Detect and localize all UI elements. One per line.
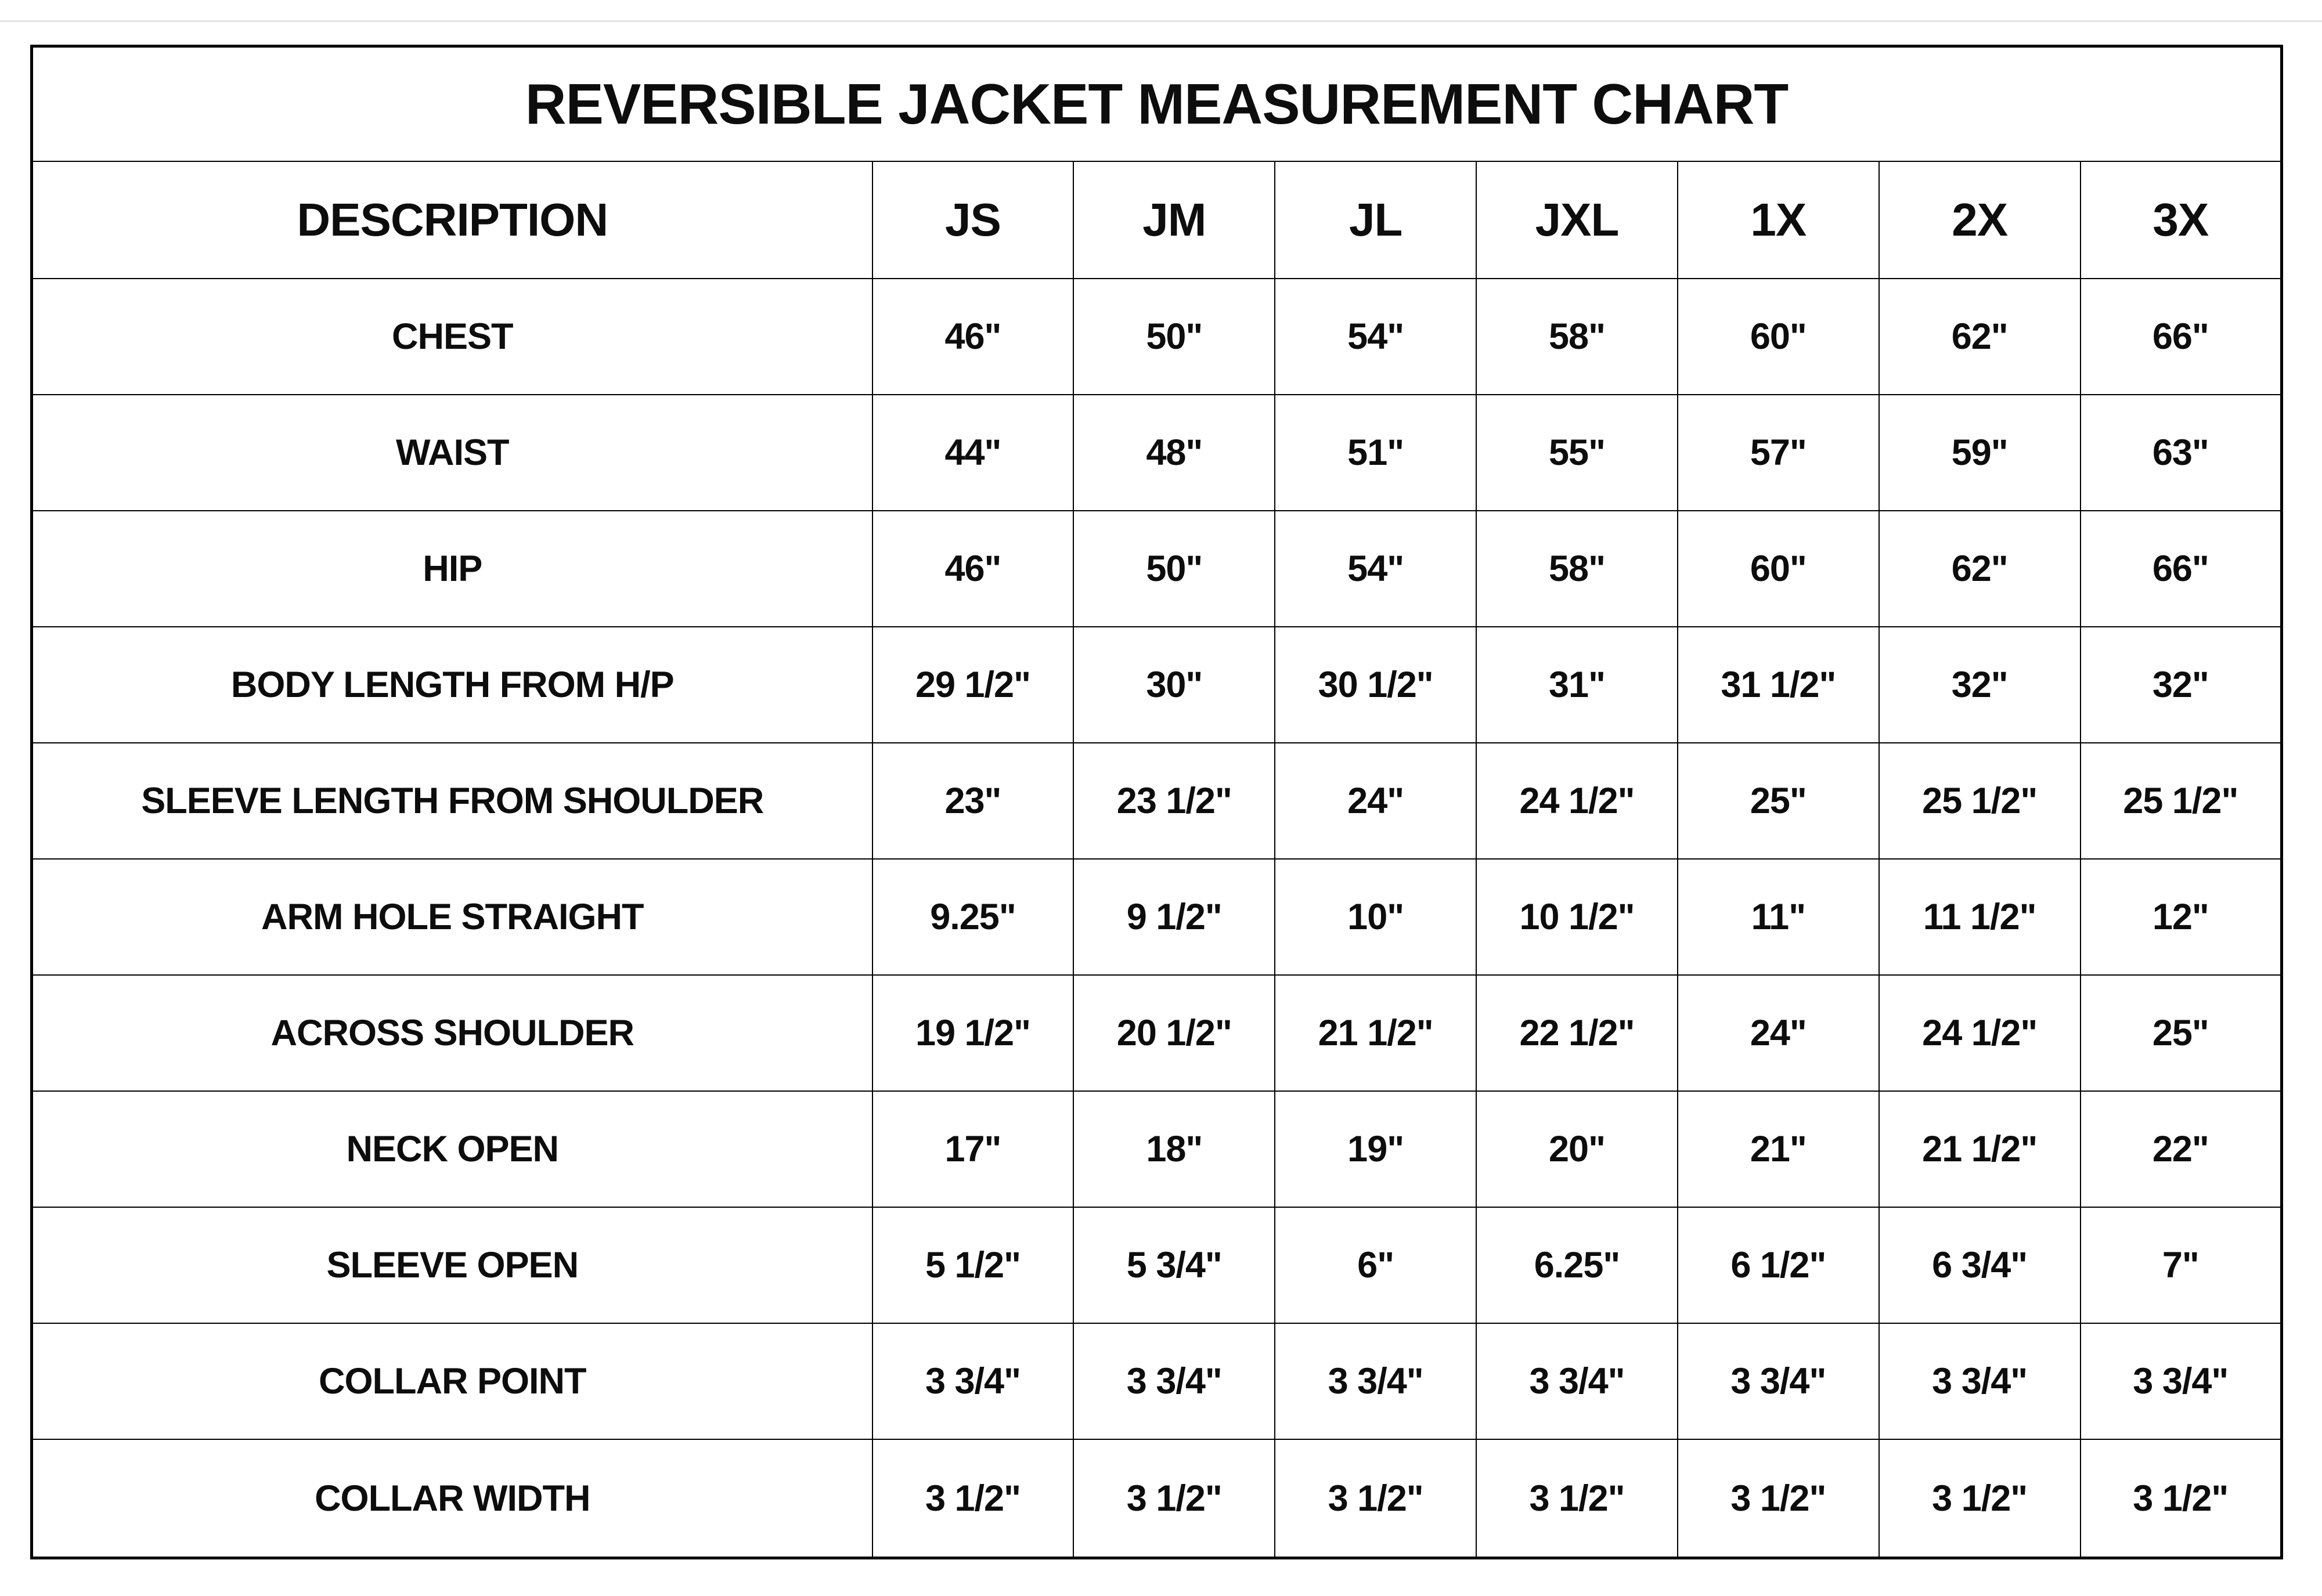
column-header-description: DESCRIPTION bbox=[32, 161, 872, 279]
measurement-cell: 63" bbox=[2081, 395, 2282, 511]
measurement-cell: 17" bbox=[872, 1091, 1074, 1207]
measurement-cell: 46" bbox=[872, 511, 1074, 627]
measurement-cell: 3 3/4" bbox=[1073, 1323, 1275, 1439]
title-row bbox=[32, 46, 2282, 161]
measurement-cell: 25" bbox=[1678, 743, 1879, 859]
row-label: HIP bbox=[32, 511, 872, 627]
row-label: COLLAR WIDTH bbox=[32, 1439, 872, 1558]
measurement-cell: 19 1/2" bbox=[872, 975, 1074, 1091]
measurement-cell: 6 3/4" bbox=[1879, 1207, 2081, 1323]
measurement-cell: 60" bbox=[1678, 279, 1879, 395]
measurement-cell: 3 3/4" bbox=[2081, 1323, 2282, 1439]
header-row bbox=[32, 161, 2282, 279]
measurement-cell: 60" bbox=[1678, 511, 1879, 627]
table-row-sleeve-open bbox=[32, 1207, 2282, 1323]
measurement-cell: 9 1/2" bbox=[1073, 859, 1275, 975]
measurement-cell: 3 3/4" bbox=[1275, 1323, 1476, 1439]
measurement-cell: 3 3/4" bbox=[1476, 1323, 1678, 1439]
measurement-cell: 62" bbox=[1879, 511, 2081, 627]
table-row-body-length bbox=[32, 627, 2282, 743]
measurement-cell: 58" bbox=[1476, 279, 1678, 395]
measurement-cell: 3 1/2" bbox=[1073, 1439, 1275, 1558]
measurement-cell: 58" bbox=[1476, 511, 1678, 627]
measurement-cell: 9.25" bbox=[872, 859, 1074, 975]
measurement-cell: 21" bbox=[1678, 1091, 1879, 1207]
measurement-cell: 3 3/4" bbox=[1879, 1323, 2081, 1439]
measurement-cell: 10" bbox=[1275, 859, 1476, 975]
column-header-3x: 3X bbox=[2081, 161, 2282, 279]
measurement-cell: 3 1/2" bbox=[1678, 1439, 1879, 1558]
measurement-cell: 21 1/2" bbox=[1879, 1091, 2081, 1207]
table-row-chest bbox=[32, 279, 2282, 395]
chart-title: REVERSIBLE JACKET MEASUREMENT CHART bbox=[32, 46, 2282, 161]
row-label: NECK OPEN bbox=[32, 1091, 872, 1207]
measurement-cell: 11 1/2" bbox=[1879, 859, 2081, 975]
column-header-2x: 2X bbox=[1879, 161, 2081, 279]
measurement-cell: 3 1/2" bbox=[2081, 1439, 2282, 1558]
measurement-cell: 50" bbox=[1073, 279, 1275, 395]
table-row-sleeve-length bbox=[32, 743, 2282, 859]
measurement-cell: 59" bbox=[1879, 395, 2081, 511]
row-label: WAIST bbox=[32, 395, 872, 511]
measurement-cell: 57" bbox=[1678, 395, 1879, 511]
measurement-cell: 5 3/4" bbox=[1073, 1207, 1275, 1323]
measurement-cell: 3 1/2" bbox=[1275, 1439, 1476, 1558]
row-label: CHEST bbox=[32, 279, 872, 395]
measurement-cell: 18" bbox=[1073, 1091, 1275, 1207]
measurement-cell: 11" bbox=[1678, 859, 1879, 975]
measurement-cell: 20" bbox=[1476, 1091, 1678, 1207]
measurement-cell: 44" bbox=[872, 395, 1074, 511]
top-divider-line bbox=[0, 20, 2322, 22]
table-row-across-shoulder bbox=[32, 975, 2282, 1091]
measurement-cell: 3 3/4" bbox=[1678, 1323, 1879, 1439]
measurement-cell: 29 1/2" bbox=[872, 627, 1074, 743]
measurement-cell: 24 1/2" bbox=[1879, 975, 2081, 1091]
measurement-cell: 66" bbox=[2081, 279, 2282, 395]
measurement-cell: 25 1/2" bbox=[1879, 743, 2081, 859]
column-header-1x: 1X bbox=[1678, 161, 1879, 279]
measurement-table bbox=[30, 45, 2283, 1559]
column-header-jl: JL bbox=[1275, 161, 1476, 279]
table-row-waist bbox=[32, 395, 2282, 511]
measurement-cell: 31 1/2" bbox=[1678, 627, 1879, 743]
row-label: BODY LENGTH FROM H/P bbox=[32, 627, 872, 743]
table-row-arm-hole bbox=[32, 859, 2282, 975]
measurement-cell: 24" bbox=[1678, 975, 1879, 1091]
measurement-cell: 12" bbox=[2081, 859, 2282, 975]
measurement-cell: 24 1/2" bbox=[1476, 743, 1678, 859]
measurement-cell: 50" bbox=[1073, 511, 1275, 627]
measurement-cell: 20 1/2" bbox=[1073, 975, 1275, 1091]
row-label: ACROSS SHOULDER bbox=[32, 975, 872, 1091]
measurement-cell: 19" bbox=[1275, 1091, 1476, 1207]
measurement-cell: 32" bbox=[2081, 627, 2282, 743]
measurement-cell: 55" bbox=[1476, 395, 1678, 511]
measurement-cell: 31" bbox=[1476, 627, 1678, 743]
row-label: COLLAR POINT bbox=[32, 1323, 872, 1439]
measurement-cell: 6 1/2" bbox=[1678, 1207, 1879, 1323]
measurement-cell: 7" bbox=[2081, 1207, 2282, 1323]
measurement-cell: 32" bbox=[1879, 627, 2081, 743]
measurement-cell: 62" bbox=[1879, 279, 2081, 395]
measurement-cell: 3 3/4" bbox=[872, 1323, 1074, 1439]
measurement-cell: 25 1/2" bbox=[2081, 743, 2282, 859]
table-row-hip bbox=[32, 511, 2282, 627]
measurement-cell: 22" bbox=[2081, 1091, 2282, 1207]
table-row-collar-width bbox=[32, 1439, 2282, 1558]
measurement-cell: 23" bbox=[872, 743, 1074, 859]
measurement-cell: 51" bbox=[1275, 395, 1476, 511]
column-header-jxl: JXL bbox=[1476, 161, 1678, 279]
measurement-cell: 25" bbox=[2081, 975, 2282, 1091]
measurement-cell: 10 1/2" bbox=[1476, 859, 1678, 975]
table-row-collar-point bbox=[32, 1323, 2282, 1439]
measurement-cell: 22 1/2" bbox=[1476, 975, 1678, 1091]
measurement-cell: 24" bbox=[1275, 743, 1476, 859]
column-header-js: JS bbox=[872, 161, 1074, 279]
measurement-cell: 30 1/2" bbox=[1275, 627, 1476, 743]
measurement-cell: 23 1/2" bbox=[1073, 743, 1275, 859]
measurement-cell: 30" bbox=[1073, 627, 1275, 743]
measurement-cell: 21 1/2" bbox=[1275, 975, 1476, 1091]
measurement-cell: 48" bbox=[1073, 395, 1275, 511]
measurement-cell: 46" bbox=[872, 279, 1074, 395]
measurement-cell: 66" bbox=[2081, 511, 2282, 627]
table-row-neck-open bbox=[32, 1091, 2282, 1207]
measurement-cell: 54" bbox=[1275, 279, 1476, 395]
measurement-chart-container bbox=[30, 45, 2283, 1559]
measurement-cell: 6.25" bbox=[1476, 1207, 1678, 1323]
measurement-cell: 6" bbox=[1275, 1207, 1476, 1323]
measurement-cell: 5 1/2" bbox=[872, 1207, 1074, 1323]
measurement-cell: 3 1/2" bbox=[1879, 1439, 2081, 1558]
row-label: ARM HOLE STRAIGHT bbox=[32, 859, 872, 975]
row-label: SLEEVE OPEN bbox=[32, 1207, 872, 1323]
measurement-cell: 3 1/2" bbox=[1476, 1439, 1678, 1558]
measurement-cell: 3 1/2" bbox=[872, 1439, 1074, 1558]
row-label: SLEEVE LENGTH FROM SHOULDER bbox=[32, 743, 872, 859]
measurement-cell: 54" bbox=[1275, 511, 1476, 627]
column-header-jm: JM bbox=[1073, 161, 1275, 279]
